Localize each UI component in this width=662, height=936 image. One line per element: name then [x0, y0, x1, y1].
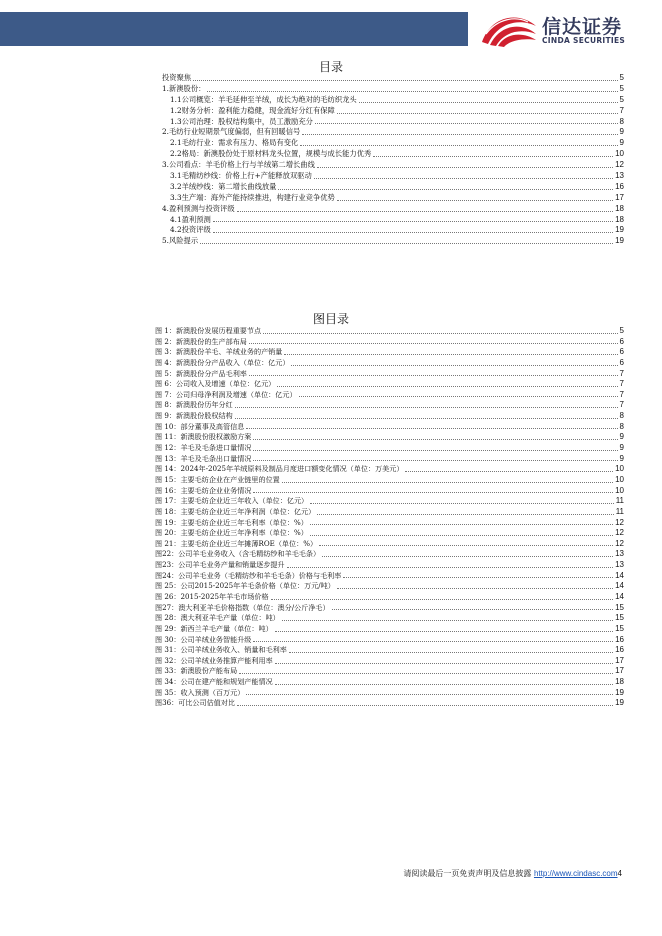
- entry-label: 图 13：羊毛及毛条出口量情况: [155, 453, 252, 463]
- figure-entry[interactable]: [155, 369, 624, 380]
- dot-leader: [263, 333, 617, 334]
- entry-label: 4.盈利预测与投资评级: [162, 203, 235, 213]
- dot-leader: [271, 599, 613, 600]
- dot-leader: [315, 123, 618, 124]
- entry-label: 图 18：主要毛纺企业近三年净利润（单位：亿元）: [155, 506, 316, 516]
- figure-entry[interactable]: [155, 379, 624, 390]
- dot-leader: [291, 365, 617, 366]
- dot-leader: [235, 418, 618, 419]
- dot-leader: [299, 396, 618, 397]
- entry-page-number: 10: [615, 474, 624, 484]
- dot-leader: [253, 460, 617, 461]
- figure-entry[interactable]: [155, 486, 624, 497]
- entry-page-number: 19: [615, 687, 624, 697]
- dot-leader: [275, 663, 613, 664]
- entry-label: 图 32：公司羊绒业务推算产能利用率: [155, 655, 273, 665]
- entry-label: 图 20：主要毛纺企业近三年净利率（单位：%）: [155, 528, 308, 538]
- entry-label: 图 10：部分董事及高管信息: [155, 421, 245, 431]
- entry-page-number: 8: [619, 116, 624, 126]
- entry-page-number: 12: [615, 160, 624, 170]
- dot-leader: [310, 503, 614, 504]
- footer-link[interactable]: http://www.cindasc.com: [533, 869, 618, 878]
- dot-leader: [310, 524, 613, 525]
- dot-leader: [337, 200, 613, 201]
- entry-label: 图 12：羊毛及毛条进口量情况: [155, 443, 252, 453]
- figure-entry[interactable]: [155, 635, 624, 646]
- entry-page-number: 7: [619, 368, 624, 378]
- figure-entry[interactable]: [155, 613, 624, 624]
- entry-label: 1.1公司概览：羊毛延伸至羊绒，成长为绝对的毛纺织龙头: [170, 94, 357, 104]
- toc-entry[interactable]: [162, 127, 624, 138]
- entry-page-number: 12: [615, 538, 624, 548]
- figure-list: [155, 326, 624, 709]
- entry-page-number: 18: [615, 214, 624, 224]
- entry-page-number: 11: [615, 506, 624, 516]
- toc-entry[interactable]: [162, 236, 624, 247]
- cinda-swoosh-icon: [480, 12, 538, 48]
- entry-label: 4.1盈利预测: [170, 214, 211, 224]
- figure-entry[interactable]: [155, 411, 624, 422]
- dot-leader: [277, 386, 617, 387]
- figure-entry[interactable]: [155, 667, 624, 678]
- figure-entry[interactable]: [155, 698, 624, 709]
- entry-page-number: 9: [619, 453, 624, 463]
- entry-label: 图 34：公司在建产能和规划产能情况: [155, 677, 273, 687]
- figure-entry[interactable]: [155, 688, 624, 699]
- entry-page-number: 16: [615, 645, 624, 655]
- toc-entry[interactable]: [162, 149, 624, 160]
- entry-label: 3.1毛精纺纱线：价格上行+产能释放双驱动: [170, 171, 312, 180]
- toc-entry[interactable]: [162, 225, 624, 236]
- figure-entry[interactable]: [155, 677, 624, 688]
- toc-entry[interactable]: [162, 193, 624, 204]
- entry-page-number: 6: [619, 336, 624, 346]
- dot-leader: [314, 178, 613, 179]
- entry-page-number: 5: [619, 94, 624, 104]
- figure-entry[interactable]: [155, 624, 624, 635]
- dot-leader: [317, 167, 613, 168]
- entry-label: 3.3生产端：海外产能持续推进，构建行业竞争优势: [170, 192, 335, 202]
- entry-page-number: 19: [615, 236, 624, 246]
- entry-page-number: 6: [619, 347, 624, 357]
- entry-page-number: 5: [619, 83, 624, 93]
- dot-leader: [246, 694, 613, 695]
- entry-label: 图 7：公司归母净利润及增速（单位：亿元）: [155, 389, 297, 399]
- entry-page-number: 7: [619, 379, 624, 389]
- entry-label: 图 4：新澳股份分产品收入（单位：亿元）: [155, 357, 290, 367]
- entry-label: 3.公司看点：羊毛价格上行与羊绒第二增长曲线: [162, 160, 315, 170]
- toc-entry[interactable]: [162, 171, 624, 182]
- entry-label: 图 14：2024年-2025年羊绒原料及制品月度进口额变化情况（单位：万美元）: [155, 464, 404, 474]
- dot-leader: [253, 641, 613, 642]
- entry-page-number: 7: [619, 389, 624, 399]
- figure-entry[interactable]: [155, 347, 624, 358]
- toc-title: 目录: [318, 60, 343, 74]
- dot-leader: [282, 620, 613, 621]
- figure-entry[interactable]: [155, 592, 624, 603]
- figure-entry[interactable]: [155, 645, 624, 656]
- dot-leader: [253, 492, 613, 493]
- toc-entry[interactable]: [162, 117, 624, 128]
- dot-leader: [359, 102, 618, 103]
- dot-leader: [282, 482, 613, 483]
- figure-entry[interactable]: [155, 603, 624, 614]
- dot-leader: [287, 567, 613, 568]
- entry-label: 图 1：新澳股份发展历程重要节点: [155, 325, 262, 335]
- entry-page-number: 10: [615, 485, 624, 495]
- entry-page-number: 14: [615, 592, 624, 601]
- dot-leader: [319, 545, 613, 546]
- figure-entry[interactable]: [155, 464, 624, 475]
- figure-entry[interactable]: [155, 549, 624, 560]
- entry-page-number: 9: [619, 443, 624, 453]
- entry-page-number: 12: [615, 528, 624, 538]
- entry-label: 5.风险提示: [162, 236, 199, 246]
- entry-label: 2.毛纺行业短期景气度偏弱，但有回暖信号: [162, 127, 301, 137]
- cinda-logo: [480, 12, 650, 48]
- entry-page-number: 13: [615, 171, 624, 180]
- entry-label: 图 17：主要毛纺企业近三年收入（单位：亿元）: [155, 496, 309, 506]
- dot-leader: [405, 471, 613, 472]
- toc-entry[interactable]: [162, 138, 624, 149]
- entry-label: 图 19：主要毛纺企业近三年毛利率（单位：%）: [155, 517, 308, 527]
- figure-entry[interactable]: [155, 528, 624, 539]
- figure-entry[interactable]: [155, 656, 624, 667]
- figure-entry[interactable]: [155, 496, 624, 507]
- toc-entry[interactable]: [162, 84, 624, 95]
- figure-entry[interactable]: [155, 475, 624, 486]
- page-number: 4: [617, 869, 622, 878]
- dot-leader: [337, 588, 613, 589]
- dot-leader: [310, 535, 613, 536]
- figure-entry[interactable]: [155, 539, 624, 550]
- entry-page-number: 8: [619, 411, 624, 421]
- figure-entry[interactable]: [155, 443, 624, 454]
- entry-label: 图 8：新澳股份历年分红: [155, 400, 233, 410]
- entry-label: 4.2投资评级: [170, 225, 211, 235]
- entry-label: 1.新澳股份：: [162, 83, 206, 93]
- entry-label: 图36：可比公司估值对比: [155, 698, 235, 708]
- entry-label: 图 2：新澳股份的生产部布局: [155, 336, 247, 346]
- figure-entry[interactable]: [155, 518, 624, 529]
- figure-list-title: 图目录: [312, 312, 349, 326]
- figure-entry[interactable]: [155, 326, 624, 337]
- entry-page-number: 19: [615, 225, 624, 235]
- entry-page-number: 15: [615, 613, 624, 623]
- entry-page-number: 5: [619, 325, 624, 335]
- entry-page-number: 7: [619, 105, 624, 115]
- entry-label: 1.3公司治理：股权结构集中，员工激励充分: [170, 116, 313, 126]
- entry-label: 2.1毛纺行业：需求有压力、格局有变化: [170, 138, 299, 148]
- entry-page-number: 5: [619, 72, 624, 82]
- toc-entry[interactable]: [162, 182, 624, 193]
- entry-page-number: 17: [615, 655, 624, 665]
- dot-leader: [289, 652, 613, 653]
- entry-label: 图 29：新西兰羊毛产量（单位：吨）: [155, 623, 273, 633]
- entry-label: 图 3：新澳股份羊毛、羊绒业务的产销量: [155, 347, 283, 357]
- dot-leader: [249, 343, 618, 344]
- entry-label: 图 9：新澳股份股权结构: [155, 411, 233, 421]
- header-bar: [0, 12, 468, 46]
- entry-page-number: 9: [619, 432, 624, 442]
- dot-leader: [235, 407, 618, 408]
- figure-entry[interactable]: [155, 390, 624, 401]
- dot-leader: [213, 221, 613, 222]
- entry-label: 图 16：主要毛纺企业业务情况: [155, 485, 252, 495]
- toc-entry[interactable]: [162, 73, 624, 84]
- dot-leader: [275, 684, 613, 685]
- entry-page-number: 7: [619, 400, 624, 410]
- figure-entry[interactable]: [155, 400, 624, 411]
- figure-entry[interactable]: [155, 507, 624, 518]
- figure-entry[interactable]: [155, 337, 624, 348]
- entry-label: 图 11：新澳股份股权激励方案: [155, 432, 252, 442]
- figure-entry[interactable]: [155, 454, 624, 465]
- entry-label: 图 30：公司羊绒业务智能升级: [155, 634, 252, 644]
- entry-label: 投资聚焦: [162, 72, 192, 82]
- dot-leader: [213, 232, 613, 233]
- entry-page-number: 17: [615, 666, 624, 676]
- logo-name-en: CINDA SECURITIES: [542, 36, 626, 45]
- dot-leader: [207, 91, 617, 92]
- dot-leader: [332, 609, 614, 610]
- entry-label: 图23：公司羊毛业务产量和销量逐步提升: [155, 560, 285, 570]
- dot-leader: [343, 577, 613, 578]
- dot-leader: [253, 450, 617, 451]
- entry-label: 图 26：2015-2025年羊毛市场价格: [155, 592, 269, 601]
- entry-label: 图 5：新澳股份分产品毛利率: [155, 368, 247, 378]
- dot-leader: [278, 189, 613, 190]
- figure-entry[interactable]: [155, 432, 624, 443]
- figure-entry[interactable]: [155, 422, 624, 433]
- entry-page-number: 19: [615, 698, 624, 708]
- entry-page-number: 14: [615, 581, 624, 591]
- dot-leader: [337, 113, 618, 114]
- footer: [403, 868, 622, 879]
- toc-entry[interactable]: [162, 215, 624, 226]
- entry-label: 图27：澳大利亚羊毛价格指数（单位：澳分/公斤净毛）: [155, 602, 330, 612]
- entry-page-number: 17: [615, 192, 624, 202]
- toc-entry[interactable]: [162, 160, 624, 171]
- entry-page-number: 18: [615, 677, 624, 687]
- dot-leader: [249, 375, 618, 376]
- entry-page-number: 12: [615, 517, 624, 527]
- entry-page-number: 18: [615, 203, 624, 213]
- entry-page-number: 9: [619, 127, 624, 137]
- entry-label: 图24：公司羊毛业务（毛精纺纱和羊毛毛条）价格与毛利率: [155, 570, 342, 580]
- dot-leader: [302, 134, 617, 135]
- entry-page-number: 13: [615, 560, 624, 570]
- entry-label: 2.2格局：新澳股份处于原材料龙头位置，规模与成长能力优秀: [170, 149, 372, 159]
- entry-page-number: 14: [615, 570, 624, 580]
- entry-label: 图 21：主要毛纺企业近三年摊薄ROE（单位：%）: [155, 538, 318, 548]
- entry-label: 图 25：公司2015-2025年羊毛条价格（单位：万元/吨）: [155, 581, 335, 591]
- entry-page-number: 10: [615, 149, 624, 159]
- figure-entry[interactable]: [155, 560, 624, 571]
- entry-label: 图 28：澳大利亚羊毛产量（单位：吨）: [155, 613, 280, 623]
- entry-page-number: 16: [615, 181, 624, 191]
- figure-entry[interactable]: [155, 358, 624, 369]
- entry-page-number: 11: [615, 496, 624, 506]
- entry-page-number: 10: [615, 464, 624, 474]
- toc-list: [162, 73, 624, 247]
- entry-page-number: 15: [615, 602, 624, 612]
- dot-leader: [322, 556, 613, 557]
- dot-leader: [237, 705, 613, 706]
- dot-leader: [253, 439, 617, 440]
- figure-entry[interactable]: [155, 571, 624, 582]
- entry-label: 图 33：新澳股份产能布局: [155, 666, 238, 676]
- toc-entry[interactable]: [162, 204, 624, 215]
- logo-name-cn: 信达证券: [542, 16, 623, 38]
- dot-leader: [239, 673, 613, 674]
- dot-leader: [200, 243, 613, 244]
- entry-label: 图 15：主要毛纺企业在产业链里的位置: [155, 474, 280, 484]
- entry-page-number: 6: [619, 357, 624, 367]
- entry-label: 图 31：公司羊绒业务收入、销量和毛利率: [155, 645, 287, 655]
- entry-page-number: 13: [615, 549, 624, 559]
- dot-leader: [300, 145, 617, 146]
- entry-label: 图 35：收入预测（百万元）: [155, 687, 245, 697]
- figure-entry[interactable]: [155, 581, 624, 592]
- dot-leader: [373, 156, 613, 157]
- entry-page-number: 15: [615, 623, 624, 633]
- entry-label: 3.2羊绒纱线：第二增长曲线放量: [170, 181, 277, 191]
- dot-leader: [284, 354, 617, 355]
- entry-label: 图 6：公司收入及增速（单位：亿元）: [155, 379, 276, 389]
- dot-leader: [193, 80, 617, 81]
- dot-leader: [275, 631, 613, 632]
- entry-page-number: 9: [619, 138, 624, 148]
- entry-label: 1.2财务分析：盈利能力稳健，现金流好分红有保障: [170, 105, 335, 115]
- dot-leader: [317, 514, 613, 515]
- toc-entry[interactable]: [162, 95, 624, 106]
- entry-page-number: 8: [619, 421, 624, 431]
- dot-leader: [246, 428, 617, 429]
- footer-disclaimer: 请阅读最后一页免责声明及信息披露: [403, 869, 534, 878]
- entry-page-number: 16: [615, 634, 624, 644]
- entry-label: 图22：公司羊毛业务收入（含毛精纺纱和羊毛毛条）: [155, 549, 321, 559]
- toc-entry[interactable]: [162, 106, 624, 117]
- dot-leader: [237, 211, 613, 212]
